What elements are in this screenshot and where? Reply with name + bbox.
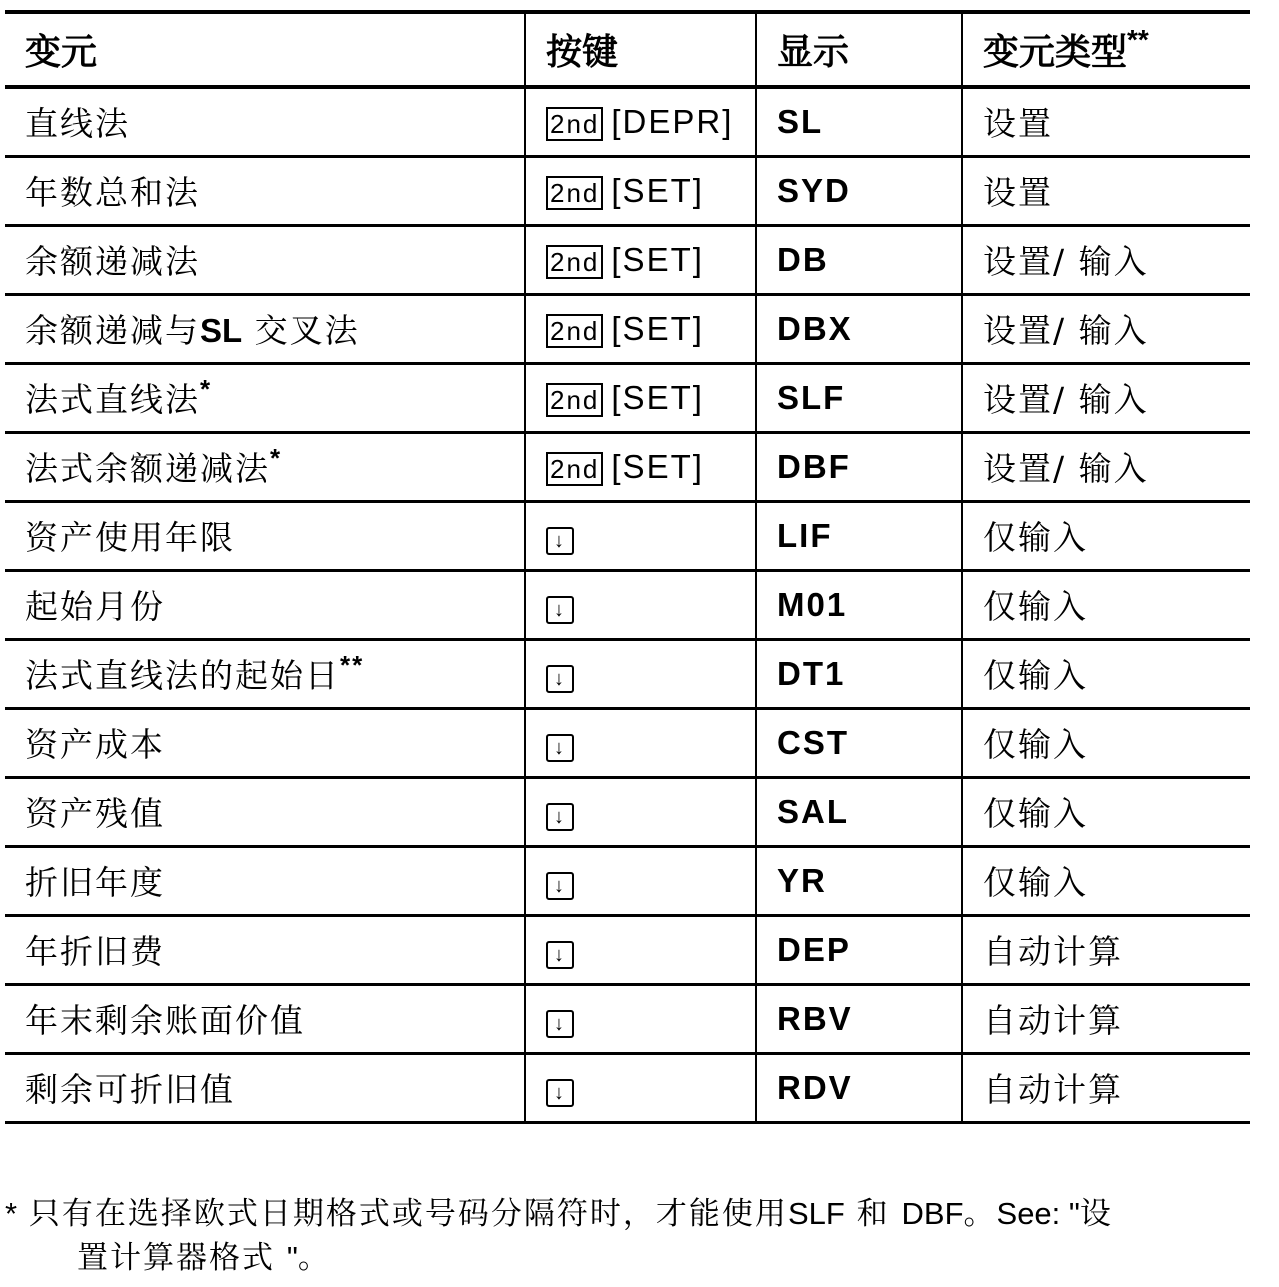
cell-keys [525,777,756,846]
cell-variable-type: 设置/ 输入 [962,294,1250,363]
cell-variable-type: 仅输入 [962,501,1250,570]
header-keys: 按键 [525,12,756,87]
down-arrow-key-icon: ↓ [546,665,574,693]
cell-variable-type: 自动计算 [962,1053,1250,1122]
cell-display: SYD [756,156,962,225]
cell-variable [5,708,525,777]
cell-display: SL [756,87,962,156]
second-key-icon: 2nd [546,176,603,210]
function-key-label: [SET] [611,171,704,209]
cell-variable [5,1053,525,1122]
table-row [5,87,1250,156]
variable-text: 资产成本 [25,725,165,764]
footnote-line-1: * 只有在选择欧式日期格式或号码分隔符时，才能使用SLF 和 DBF。See: "设 [5,1196,1113,1232]
cell-keys [525,915,756,984]
variable-bold-text: SL [200,312,243,349]
variable-text: 法式直线法的起始日 [25,656,340,695]
variable-text: 直线法 [25,104,130,144]
variable-text: 余额递减法 [25,242,200,281]
cell-display: DB [756,225,962,294]
cell-display: RDV [756,1053,962,1122]
cell-variable [5,570,525,639]
cell-keys [525,501,756,570]
variable-text: 年数总和法 [25,173,200,212]
down-arrow-key-icon: ↓ [546,527,574,555]
depreciation-variables-table-container [5,10,1250,1124]
down-arrow-key-icon: ↓ [546,941,574,969]
cell-variable [5,846,525,915]
down-arrow-key-icon: ↓ [546,596,574,624]
table-row [5,432,1250,501]
cell-variable [5,363,525,432]
variable-text: 折旧年度 [25,863,165,902]
table-row [5,225,1250,294]
cell-variable [5,432,525,501]
cell-variable [5,156,525,225]
table-row [5,1053,1250,1122]
cell-keys [525,570,756,639]
table-row [5,639,1250,708]
cell-display: LIF [756,501,962,570]
down-arrow-key-icon: ↓ [546,1079,574,1107]
table-row [5,777,1250,846]
variable-text: 起始月份 [25,587,165,626]
table-row [5,294,1250,363]
table-row [5,156,1250,225]
cell-variable-type: 自动计算 [962,984,1250,1053]
second-key-icon: 2nd [546,245,603,279]
cell-variable-type: 仅输入 [962,777,1250,846]
cell-keys [525,708,756,777]
function-key-label: [SET] [611,447,704,485]
cell-variable [5,639,525,708]
table-row [5,708,1250,777]
down-arrow-key-icon: ↓ [546,1010,574,1038]
variable-text: 资产残值 [25,794,165,833]
footnote [5,1192,1275,1280]
cell-variable-type: 仅输入 [962,846,1250,915]
second-key-icon: 2nd [546,107,603,141]
variable-footnote-mark: * [270,443,283,473]
variable-text: 法式余额递减法 [25,449,270,488]
table-body [5,87,1250,1122]
variable-text: 年末剩余账面价值 [25,1001,305,1040]
header-footnote-mark: ** [1127,24,1149,55]
cell-keys [525,87,756,156]
cell-variable [5,294,525,363]
variable-text: 年折旧费 [25,932,165,971]
function-key-label: [DEPR] [611,102,734,140]
cell-variable-type: 设置 [962,87,1250,156]
cell-display: DEP [756,915,962,984]
cell-display: CST [756,708,962,777]
cell-display: SAL [756,777,962,846]
cell-variable-type: 仅输入 [962,708,1250,777]
header-display: 显示 [756,12,962,87]
down-arrow-key-icon: ↓ [546,734,574,762]
cell-display: DBF [756,432,962,501]
footnote-line-2: 置计算器格式 "。 [77,1240,331,1276]
table-row [5,984,1250,1053]
cell-variable-type: 设置/ 输入 [962,363,1250,432]
variable-text: 剩余可折旧值 [25,1070,235,1109]
cell-keys [525,846,756,915]
cell-keys [525,432,756,501]
function-key-label: [SET] [611,378,704,416]
cell-keys [525,363,756,432]
cell-variable [5,984,525,1053]
cell-display: M01 [756,570,962,639]
cell-keys [525,156,756,225]
cell-keys [525,1053,756,1122]
cell-variable [5,501,525,570]
variable-footnote-mark: * [200,374,213,404]
variable-text: 余额递减与 [25,311,200,350]
cell-variable-type: 设置/ 输入 [962,432,1250,501]
cell-variable-type: 仅输入 [962,570,1250,639]
cell-variable [5,87,525,156]
table-row [5,846,1250,915]
cell-display: DT1 [756,639,962,708]
variable-footnote-mark: ** [340,650,365,680]
header-variable: 变元 [5,12,525,87]
cell-variable [5,777,525,846]
cell-display: YR [756,846,962,915]
cell-variable-type: 自动计算 [962,915,1250,984]
cell-display: DBX [756,294,962,363]
cell-variable-type: 仅输入 [962,639,1250,708]
cell-keys [525,639,756,708]
cell-variable-type: 设置/ 输入 [962,225,1250,294]
depreciation-variables-table [5,10,1250,1124]
table-header-row [5,12,1250,87]
second-key-icon: 2nd [546,383,603,417]
variable-text: 资产使用年限 [25,518,235,557]
cell-display: SLF [756,363,962,432]
function-key-label: [SET] [611,309,704,347]
function-key-label: [SET] [611,240,704,278]
table-row [5,363,1250,432]
table-row [5,915,1250,984]
second-key-icon: 2nd [546,452,603,486]
cell-variable [5,915,525,984]
cell-keys [525,984,756,1053]
variable-text-tail: 交叉法 [242,311,360,350]
table-row [5,501,1250,570]
table-row [5,570,1250,639]
cell-variable-type: 设置 [962,156,1250,225]
down-arrow-key-icon: ↓ [546,872,574,900]
header-variable-type: 变元类型** [962,12,1250,87]
cell-keys [525,225,756,294]
cell-display: RBV [756,984,962,1053]
cell-variable [5,225,525,294]
down-arrow-key-icon: ↓ [546,803,574,831]
second-key-icon: 2nd [546,314,603,348]
cell-keys [525,294,756,363]
variable-text: 法式直线法 [25,380,200,419]
